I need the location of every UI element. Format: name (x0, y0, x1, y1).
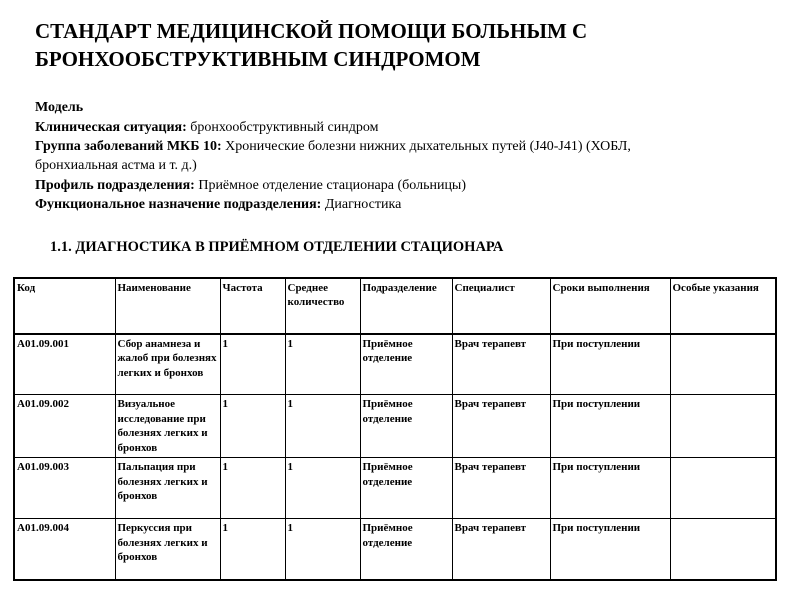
table-cell (670, 458, 776, 519)
diagnostics-table (13, 277, 777, 581)
table-cell: А01.09.002 (14, 395, 115, 458)
metadata-label: Клиническая ситуация: (35, 119, 187, 135)
metadata-value: Хронические болезни нижних дыхательных путей (J40-J41) (ХОБЛ, бронхиальная астма и т. д.) (35, 139, 631, 174)
metadata-value: бронхообструктивный синдром (190, 119, 379, 135)
table-cell: При поступлении (550, 395, 670, 458)
table-cell: Врач терапевт (452, 334, 550, 395)
table-header-cell: Частота (220, 278, 285, 334)
table-cell: Врач терапевт (452, 395, 550, 458)
table-cell: 1 (220, 334, 285, 395)
table-cell: 1 (285, 458, 360, 519)
table-cell: Приёмное отделение (360, 395, 452, 458)
metadata-line-unit-profile (35, 176, 703, 195)
table-row (14, 519, 776, 580)
table-header-cell: Подразделение (360, 278, 452, 334)
table-header-row (14, 278, 776, 334)
table-header-cell: Сроки выполнения (550, 278, 670, 334)
table-cell: А01.09.003 (14, 458, 115, 519)
table-cell: 1 (220, 519, 285, 580)
table-header-cell: Особые указания (670, 278, 776, 334)
table-cell: 1 (285, 395, 360, 458)
metadata-line-model (35, 98, 703, 117)
table-cell: При поступлении (550, 458, 670, 519)
table-row (14, 458, 776, 519)
table-cell: Врач терапевт (452, 458, 550, 519)
table-cell: Пальпация при болезнях легких и бронхов (115, 458, 220, 519)
table-header-cell: Наименование (115, 278, 220, 334)
table-cell: Перкуссия при болезнях легких и бронхов (115, 519, 220, 580)
metadata-label: Профиль подразделения: (35, 177, 195, 193)
table-cell: А01.09.004 (14, 519, 115, 580)
table-cell: Врач терапевт (452, 519, 550, 580)
table-header-cell: Среднее количество (285, 278, 360, 334)
table-cell: Приёмное отделение (360, 458, 452, 519)
table-cell: Приёмное отделение (360, 519, 452, 580)
table-row (14, 395, 776, 458)
metadata-label: Функциональное назначение подразделения: (35, 197, 322, 212)
metadata-value: Приёмное отделение стационара (больницы) (198, 177, 467, 193)
table-cell (670, 519, 776, 580)
metadata-value: Диагностика (324, 197, 402, 212)
table-cell: Визуальное исследование при болезнях легких и бронхов (115, 395, 220, 458)
metadata-label: Группа заболеваний МКБ 10: (35, 139, 222, 155)
table-cell: При поступлении (550, 334, 670, 395)
table-header-cell: Специалист (452, 278, 550, 334)
table-cell (670, 334, 776, 395)
metadata-line-clinical-situation (35, 118, 703, 137)
table-cell: 1 (285, 334, 360, 395)
table-cell: При поступлении (550, 519, 670, 580)
table-cell: 1 (220, 395, 285, 458)
table-cell: 1 (220, 458, 285, 519)
page-title: СТАНДАРТ МЕДИЦИНСКОЙ ПОМОЩИ БОЛЬНЫМ С БРОНХООБСТРУКТИВНЫМ СИНДРОМОМ (35, 19, 588, 71)
table-header-cell: Код (14, 278, 115, 334)
metadata-line-functional-purpose (35, 195, 703, 214)
document-page (0, 18, 800, 600)
table-cell: Сбор анамнеза и жалоб при болезнях легких и бронхов (115, 334, 220, 395)
section-title: 1.1. ДИАГНОСТИКА В ПРИЁМНОМ ОТДЕЛЕНИИ СТАЦИОНАРА (50, 239, 504, 256)
table-cell (670, 395, 776, 458)
metadata-label: Модель (35, 100, 84, 116)
document-metadata (35, 98, 703, 214)
table-cell: А01.09.001 (14, 334, 115, 395)
table-cell: Приёмное отделение (360, 334, 452, 395)
table-row (14, 334, 776, 395)
table-cell: 1 (285, 519, 360, 580)
metadata-line-icd-group (35, 137, 703, 176)
